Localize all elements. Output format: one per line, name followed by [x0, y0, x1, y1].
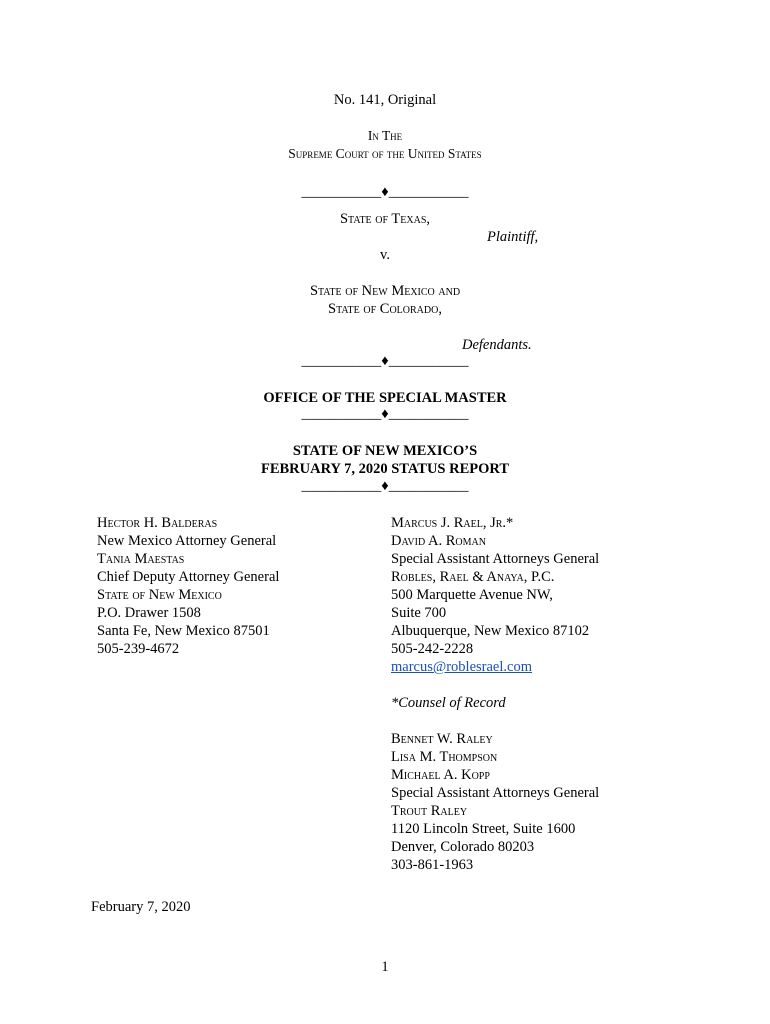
- plaintiff-role: Plaintiff,: [487, 229, 539, 245]
- counsel-email-link[interactable]: marcus@roblesrael.com: [391, 659, 532, 675]
- counsel-line: Hector H. Balderas: [97, 515, 218, 531]
- counsel-line: 303-861-1963: [391, 857, 474, 873]
- office-heading: OFFICE OF THE SPECIAL MASTER: [263, 390, 507, 406]
- counsel-of-record-note: *Counsel of Record: [391, 695, 506, 711]
- filing-date: February 7, 2020: [91, 899, 191, 915]
- left-counsel-block: [97, 514, 279, 658]
- counsel-line: 505-242-2228: [391, 641, 474, 657]
- versus: v.: [380, 247, 390, 263]
- counsel-line: Suite 700: [391, 605, 447, 621]
- page-number: 1: [381, 959, 389, 975]
- counsel-line: Special Assistant Attorneys General: [391, 551, 600, 567]
- counsel-line: 505-239-4672: [97, 641, 180, 657]
- counsel-line: Special Assistant Attorneys General: [391, 785, 600, 801]
- section-divider-1: ___________♦___________: [301, 184, 469, 200]
- report-title-line-2: FEBRUARY 7, 2020 STATUS REPORT: [260, 461, 510, 477]
- counsel-line: P.O. Drawer 1508: [97, 605, 201, 621]
- plaintiff-name: State of Texas,: [339, 211, 431, 227]
- defendant-role: Defendants.: [462, 337, 532, 353]
- counsel-line: Bennet W. Raley: [391, 731, 493, 747]
- report-title-line-1: STATE OF NEW MEXICO’S: [292, 443, 478, 459]
- counsel-line: New Mexico Attorney General: [97, 533, 277, 549]
- counsel-line: Michael A. Kopp: [391, 767, 490, 783]
- counsel-line: State of New Mexico: [97, 587, 222, 603]
- counsel-line: Chief Deputy Attorney General: [97, 569, 280, 585]
- right-counsel-block: [391, 514, 599, 874]
- section-divider-4: ___________♦___________: [301, 478, 469, 494]
- section-divider-3: ___________♦___________: [301, 406, 469, 422]
- counsel-line: Trout Raley: [391, 803, 468, 819]
- counsel-line: Marcus J. Rael, Jr.*: [391, 515, 514, 531]
- counsel-line: 1120 Lincoln Street, Suite 1600: [391, 821, 576, 837]
- counsel-line: Albuquerque, New Mexico 87102: [391, 623, 590, 639]
- counsel-line: Denver, Colorado 80203: [391, 839, 535, 855]
- section-divider-2: ___________♦___________: [301, 353, 469, 369]
- defendant-line-1: State of New Mexico and: [309, 283, 461, 299]
- defendant-line-2: State of Colorado,: [328, 301, 442, 317]
- case-number: No. 141, Original: [333, 92, 437, 108]
- counsel-line: Tania Maestas: [97, 551, 185, 567]
- court-line-1: In The: [367, 128, 403, 143]
- counsel-line: David A. Roman: [391, 533, 486, 549]
- counsel-line: Lisa M. Thompson: [391, 749, 498, 765]
- counsel-line: 500 Marquette Avenue NW,: [391, 587, 553, 603]
- counsel-line: Robles, Rael & Anaya, P.C.: [391, 569, 555, 585]
- court-name: Supreme Court of the United States: [288, 146, 482, 161]
- counsel-line: Santa Fe, New Mexico 87501: [97, 623, 270, 639]
